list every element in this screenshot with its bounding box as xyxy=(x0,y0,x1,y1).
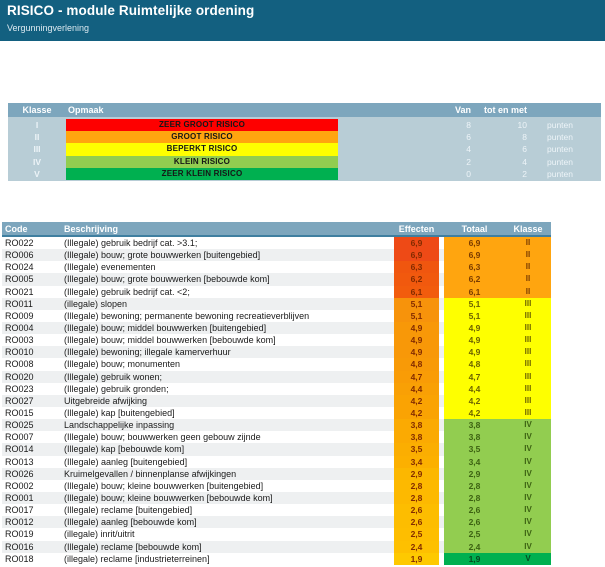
klasse-cell: IV xyxy=(505,541,551,553)
code-cell: RO018 xyxy=(5,553,34,564)
code-cell: RO014 xyxy=(5,444,34,455)
code-cell: RO019 xyxy=(5,529,34,540)
beschrijving-cell: (Illegale) bouw; monumenten xyxy=(64,359,181,370)
code-cell: RO020 xyxy=(5,371,34,382)
totaal-cell: 6,9 xyxy=(444,237,505,249)
beschrijving-cell: (Illegale) gebruik bedrijf cat. >3.1; xyxy=(64,238,198,248)
klasse-cell: IV xyxy=(505,492,551,504)
col-header-code: Code xyxy=(5,223,28,234)
code-cell: RO027 xyxy=(5,395,34,406)
code-cell: RO024 xyxy=(5,262,34,273)
effecten-cell: 3,8 xyxy=(394,419,439,431)
opmaak-cell xyxy=(66,168,338,181)
beschrijving-cell: (Illegale) bouw; bouwwerken geen gebouw zijnde xyxy=(64,432,261,443)
klasse-cell: IV xyxy=(505,480,551,492)
risk-level-bar: BEPERKT RISICO xyxy=(66,143,338,156)
beschrijving-cell: (Illegale) reclame [bebouwde kom] xyxy=(64,541,202,552)
klasse-cell: IV xyxy=(505,456,551,468)
code-cell: RO010 xyxy=(5,347,34,358)
effecten-cell: 4,2 xyxy=(394,395,439,407)
opmaak-cell xyxy=(66,156,338,169)
klasse-cell: II xyxy=(505,273,551,285)
beschrijving-cell: (Illegale) aanleg [buitengebied] xyxy=(64,456,188,467)
beschrijving-cell: (Illegale) evenementen xyxy=(64,262,156,273)
table-row[interactable] xyxy=(2,480,551,492)
klasse-cell: II xyxy=(505,237,551,249)
beschrijving-cell: (Illegale) kap [buitengebied] xyxy=(64,407,175,418)
totaal-cell: 6,9 xyxy=(444,249,505,261)
klasse-cell: IV xyxy=(505,468,551,480)
totaal-cell: 2,8 xyxy=(444,480,505,492)
code-cell: RO002 xyxy=(5,480,34,491)
totaal-cell: 6,1 xyxy=(444,286,505,298)
beschrijving-cell: (Illegale) gebruik wonen; xyxy=(64,371,163,382)
klasse-cell: II xyxy=(505,261,551,273)
effecten-cell: 3,5 xyxy=(394,443,439,455)
effecten-cell: 4,8 xyxy=(394,358,439,370)
tot-en-met-value: 2 xyxy=(522,168,527,179)
effecten-cell: 6,9 xyxy=(394,237,439,249)
beschrijving-cell: (Illegale) bewoning; illegale kamerverhuur xyxy=(64,347,231,358)
klasse-legend-row xyxy=(8,156,601,168)
beschrijving-cell: (Illegale) bouw; middel bouwwerken [buitengebied] xyxy=(64,322,267,333)
beschrijving-cell: (Illegale) bewoning; permanente bewoning recreatieverblijven xyxy=(64,310,310,321)
totaal-cell: 3,4 xyxy=(444,456,505,468)
effecten-cell: 6,1 xyxy=(394,286,439,298)
tot-en-met-value: 10 xyxy=(517,120,527,130)
code-cell: RO006 xyxy=(5,250,34,261)
beschrijving-cell: (illegale) reclame [industrieterreinen] xyxy=(64,553,210,564)
code-cell: RO017 xyxy=(5,505,34,516)
klasse-cell: IV xyxy=(505,516,551,528)
totaal-cell: 2,6 xyxy=(444,516,505,528)
totaal-cell: 3,5 xyxy=(444,443,505,455)
table-row[interactable] xyxy=(2,456,551,468)
table-row[interactable] xyxy=(2,516,551,528)
code-cell: RO003 xyxy=(5,335,34,346)
table-row[interactable] xyxy=(2,553,551,565)
col-header-opmaak: Opmaak xyxy=(68,105,104,115)
effecten-cell: 4,2 xyxy=(394,407,439,419)
totaal-cell: 4,4 xyxy=(444,383,505,395)
totaal-cell: 4,7 xyxy=(444,371,505,383)
effecten-cell: 3,4 xyxy=(394,456,439,468)
klasse-legend-header-row xyxy=(8,103,601,117)
code-cell: RO005 xyxy=(5,274,34,285)
punten-label: punten xyxy=(547,120,573,130)
totaal-cell: 5,1 xyxy=(444,298,505,310)
table-row[interactable] xyxy=(2,443,551,455)
totaal-cell: 6,2 xyxy=(444,273,505,285)
van-value: 2 xyxy=(466,156,471,167)
table-row[interactable] xyxy=(2,298,551,310)
code-cell: RO009 xyxy=(5,310,34,321)
tot-en-met-value: 8 xyxy=(522,132,527,143)
code-cell: RO008 xyxy=(5,359,34,370)
table-row[interactable] xyxy=(2,504,551,516)
totaal-cell: 4,2 xyxy=(444,395,505,407)
beschrijving-cell: (Illegale) bouw; kleine bouwwerken [buitengebied] xyxy=(64,480,264,491)
beschrijving-cell: (Illegale) kap [bebouwde kom] xyxy=(64,444,185,455)
totaal-cell: 4,9 xyxy=(444,334,505,346)
beschrijving-cell: (Illegale) bouw; kleine bouwwerken [bebouwde kom] xyxy=(64,492,273,503)
code-cell: RO025 xyxy=(5,420,34,431)
klasse-cell: III xyxy=(505,322,551,334)
col-header-klasse: Klasse xyxy=(513,223,543,234)
risk-level-bar: ZEER KLEIN RISICO xyxy=(66,168,338,181)
opmaak-cell xyxy=(66,119,338,132)
risk-level-bar: GROOT RISICO xyxy=(66,131,338,144)
col-header-totaal: Totaal xyxy=(461,223,488,234)
totaal-cell: 1,9 xyxy=(444,553,505,565)
code-cell: RO023 xyxy=(5,383,34,394)
beschrijving-cell: (Illegale) bouw; grote bouwwerken [buitengebied] xyxy=(64,250,261,261)
punten-label: punten xyxy=(547,156,573,167)
beschrijving-cell: (Illegale) aanleg [bebouwde kom] xyxy=(64,517,197,528)
code-cell: RO012 xyxy=(5,517,34,528)
code-cell: RO004 xyxy=(5,322,34,333)
table-row[interactable] xyxy=(2,419,551,431)
klasse-legend-body xyxy=(8,117,601,181)
col-header-van: Van xyxy=(454,105,471,115)
effecten-cell: 6,3 xyxy=(394,261,439,273)
punten-label: punten xyxy=(547,168,573,179)
totaal-cell: 5,1 xyxy=(444,310,505,322)
code-cell: RO007 xyxy=(5,432,34,443)
beschrijving-cell: Kruimelgevallen / binnenplanse afwijkingen xyxy=(64,468,237,479)
van-value: 4 xyxy=(466,144,471,155)
code-cell: RO013 xyxy=(5,456,34,467)
table-row[interactable] xyxy=(2,322,551,334)
klasse-cell: III xyxy=(505,346,551,358)
klasse-roman-numeral: IV xyxy=(32,156,42,167)
effecten-cell: 2,6 xyxy=(394,516,439,528)
klasse-cell: II xyxy=(505,286,551,298)
effecten-cell: 3,8 xyxy=(394,431,439,443)
totaal-cell: 4,8 xyxy=(444,358,505,370)
page-subtitle: Vergunningverlening xyxy=(7,23,90,33)
klasse-cell: IV xyxy=(505,419,551,431)
totaal-cell: 3,8 xyxy=(444,431,505,443)
beschrijving-cell: (Illegale) bouw; grote bouwwerken [bebouwde kom] xyxy=(64,274,270,285)
code-cell: RO026 xyxy=(5,468,34,479)
klasse-roman-numeral: V xyxy=(34,168,40,179)
effecten-cell: 2,8 xyxy=(394,480,439,492)
table-row[interactable] xyxy=(2,310,551,322)
effecten-cell: 6,9 xyxy=(394,249,439,261)
table-row[interactable] xyxy=(2,383,551,395)
klasse-cell: IV xyxy=(505,443,551,455)
table-row[interactable] xyxy=(2,541,551,553)
col-header-beschrijving: Beschrijving xyxy=(64,223,119,234)
klasse-roman-numeral: III xyxy=(33,144,41,155)
effecten-cell: 2,8 xyxy=(394,492,439,504)
klasse-cell: III xyxy=(505,371,551,383)
klasse-cell: IV xyxy=(505,504,551,516)
totaal-cell: 2,6 xyxy=(444,504,505,516)
beschrijving-cell: Uitgebreide afwijking xyxy=(64,395,148,406)
totaal-cell: 4,9 xyxy=(444,322,505,334)
punten-label: punten xyxy=(547,132,573,143)
code-cell: RO022 xyxy=(5,238,34,248)
table-row[interactable] xyxy=(2,286,551,298)
totaal-cell: 4,2 xyxy=(444,407,505,419)
risico-main-table xyxy=(2,222,551,565)
van-value: 0 xyxy=(466,168,471,179)
risk-level-bar: KLEIN RISICO xyxy=(66,156,338,169)
opmaak-cell xyxy=(66,131,338,144)
table-row[interactable] xyxy=(2,261,551,273)
klasse-roman-numeral: I xyxy=(35,120,39,130)
effecten-cell: 4,7 xyxy=(394,371,439,383)
effecten-cell: 5,1 xyxy=(394,310,439,322)
main-table-body xyxy=(2,237,551,565)
effecten-cell: 4,9 xyxy=(394,322,439,334)
beschrijving-cell: (Illegale) reclame [buitengebied] xyxy=(64,505,193,516)
table-row[interactable] xyxy=(2,334,551,346)
effecten-cell: 4,4 xyxy=(394,383,439,395)
table-row[interactable] xyxy=(2,346,551,358)
beschrijving-cell: (Illegale) gebruik gronden; xyxy=(64,383,169,394)
klasse-legend-row xyxy=(8,143,601,155)
page-title: RISICO - module Ruimtelijke ordening xyxy=(7,3,255,18)
table-row[interactable] xyxy=(2,358,551,370)
table-row[interactable] xyxy=(2,468,551,480)
table-row[interactable] xyxy=(2,371,551,383)
totaal-cell: 4,9 xyxy=(444,346,505,358)
effecten-cell: 6,2 xyxy=(394,273,439,285)
klasse-cell: III xyxy=(505,407,551,419)
klasse-cell: II xyxy=(505,249,551,261)
totaal-cell: 2,8 xyxy=(444,492,505,504)
main-table-header-row xyxy=(2,222,551,237)
effecten-cell: 4,9 xyxy=(394,346,439,358)
totaal-cell: 3,8 xyxy=(444,419,505,431)
klasse-cell: IV xyxy=(505,431,551,443)
col-header-tot-en-met: tot en met xyxy=(483,105,527,115)
tot-en-met-value: 6 xyxy=(522,144,527,155)
table-row[interactable] xyxy=(2,407,551,419)
klasse-legend-row xyxy=(8,119,601,131)
table-row[interactable] xyxy=(2,249,551,261)
van-value: 6 xyxy=(466,132,471,143)
tot-en-met-value: 4 xyxy=(522,156,527,167)
table-row[interactable] xyxy=(2,528,551,540)
totaal-cell: 2,5 xyxy=(444,528,505,540)
klasse-cell: V xyxy=(505,553,551,565)
beschrijving-cell: (Illegale) bouw; middel bouwwerken [bebouwde kom] xyxy=(64,335,276,346)
risk-level-bar: ZEER GROOT RISICO xyxy=(66,119,338,132)
klasse-legend-table xyxy=(8,103,601,181)
beschrijving-cell: (illegale) slopen xyxy=(64,298,128,309)
effecten-cell: 2,6 xyxy=(394,504,439,516)
beschrijving-cell: (Illegale) gebruik bedrijf cat. <2; xyxy=(64,286,190,297)
klasse-cell: III xyxy=(505,334,551,346)
col-header-effecten: Effecten xyxy=(398,223,435,234)
klasse-legend-row xyxy=(8,168,601,180)
klasse-cell: IV xyxy=(505,528,551,540)
totaal-cell: 2,4 xyxy=(444,541,505,553)
klasse-legend-row xyxy=(8,131,601,143)
table-row[interactable] xyxy=(2,431,551,443)
code-cell: RO021 xyxy=(5,286,34,297)
totaal-cell: 6,3 xyxy=(444,261,505,273)
col-header-klasse: Klasse xyxy=(22,105,52,115)
effecten-cell: 2,9 xyxy=(394,468,439,480)
totaal-cell: 2,9 xyxy=(444,468,505,480)
klasse-cell: III xyxy=(505,310,551,322)
table-row[interactable] xyxy=(2,492,551,504)
punten-label: punten xyxy=(547,144,573,155)
table-row[interactable] xyxy=(2,237,551,249)
klasse-cell: III xyxy=(505,383,551,395)
effecten-cell: 4,9 xyxy=(394,334,439,346)
code-cell: RO016 xyxy=(5,541,34,552)
effecten-cell: 5,1 xyxy=(394,298,439,310)
klasse-cell: III xyxy=(505,358,551,370)
van-value: 8 xyxy=(466,120,471,130)
code-cell: RO001 xyxy=(5,492,34,503)
code-cell: RO015 xyxy=(5,407,34,418)
effecten-cell: 2,4 xyxy=(394,541,439,553)
effecten-cell: 1,9 xyxy=(394,553,439,565)
effecten-cell: 2,5 xyxy=(394,528,439,540)
beschrijving-cell: (illegale) inrit/uitrit xyxy=(64,529,135,540)
table-row[interactable] xyxy=(2,395,551,407)
klasse-roman-numeral: II xyxy=(34,132,40,143)
klasse-cell: III xyxy=(505,395,551,407)
table-row[interactable] xyxy=(2,273,551,285)
beschrijving-cell: Landschappelijke inpassing xyxy=(64,420,175,431)
klasse-cell: III xyxy=(505,298,551,310)
page-header xyxy=(0,0,605,41)
opmaak-cell xyxy=(66,143,338,156)
code-cell: RO011 xyxy=(5,298,33,309)
